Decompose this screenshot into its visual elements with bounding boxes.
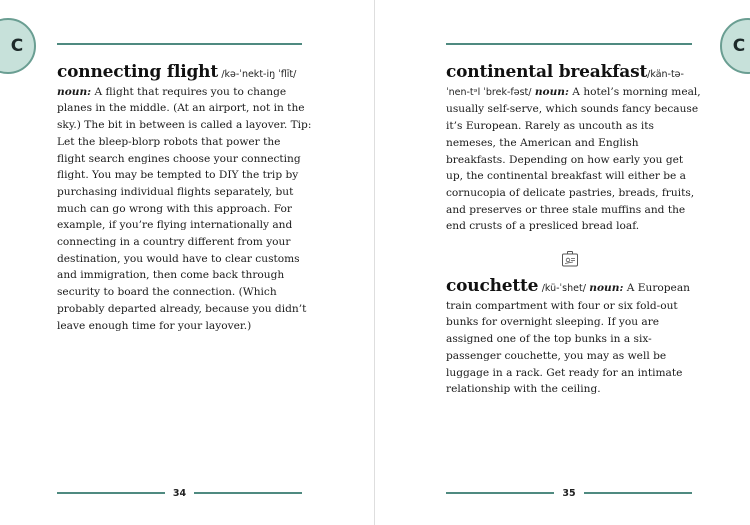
section-tab-left xyxy=(0,18,36,74)
entry-definition: A flight that requires you to change planes in the middle. (At an airport, not in the sky.) The bit in between is called a layover. Tip: Let the bleep-blorp robots that power the flight search engines choose your connecting flight. You may be tempted to DIY the trip by purchasing individual flights separately, but much can go wrong with this approach. For example, if you’re flying internationally and connecting in a country different from your destination, you would have to clear customs and immigration, then come back through security to board the connection. (Which probably departed already, because you didn’t leave enough time for your layover.) xyxy=(57,85,312,332)
dictionary-entry-couchette xyxy=(446,278,701,398)
entry-pronunciation: /kän-tə-ˈnen-tᵊl ˈbrek-fəst/ xyxy=(446,69,684,98)
entry-headword: connecting flight xyxy=(57,62,218,82)
entry-part-of-speech: noun: xyxy=(534,85,569,98)
entry-definition: A hotel’s morning meal, usually self-serve, which sounds fancy because it’s European. Rarely as uncouth as its nemeses, the American and English breakfasts. Depending on how early you get up, the continental breakfast will either be a cornucopia of delicate pastries, breads, fruits, and preserves or three stale muffins and the end crusts of a presliced bread loaf. xyxy=(446,85,701,233)
footer-rule xyxy=(446,492,554,494)
page-footer-right xyxy=(446,486,692,500)
top-rule xyxy=(57,43,302,45)
page-number: 34 xyxy=(172,487,187,499)
right-page xyxy=(375,0,750,525)
entry-part-of-speech: noun: xyxy=(57,85,92,98)
page-number: 35 xyxy=(562,487,576,499)
suitcase-icon xyxy=(561,250,579,268)
section-letter: C xyxy=(10,36,24,56)
entry-part-of-speech: noun: xyxy=(589,282,624,294)
footer-rule xyxy=(194,492,302,494)
dictionary-entry-connecting-flight xyxy=(57,64,312,334)
entry-headword: couchette xyxy=(446,276,539,296)
page-footer-left xyxy=(57,486,302,500)
entry-pronunciation: /kü-ˈshet/ xyxy=(541,283,586,294)
footer-rule xyxy=(57,492,165,494)
top-rule xyxy=(446,43,692,45)
entry-definition: A European train compartment with four or six fold-out bunks for overnight sleeping. If you are assigned one of the top bunks in a six-passenger couchette, you may as well be luggage in a rack. Get ready for an intimate relationship with the ceiling. xyxy=(446,282,690,396)
entry-pronunciation: /kə-ˈnekt-iŋ ˈflīt/ xyxy=(221,69,297,80)
dictionary-entry-continental-breakfast xyxy=(446,64,701,235)
section-tab-right xyxy=(720,18,750,74)
footer-rule xyxy=(584,492,692,494)
entry-headword: continental breakfast xyxy=(446,62,648,82)
section-letter: C xyxy=(732,36,746,56)
